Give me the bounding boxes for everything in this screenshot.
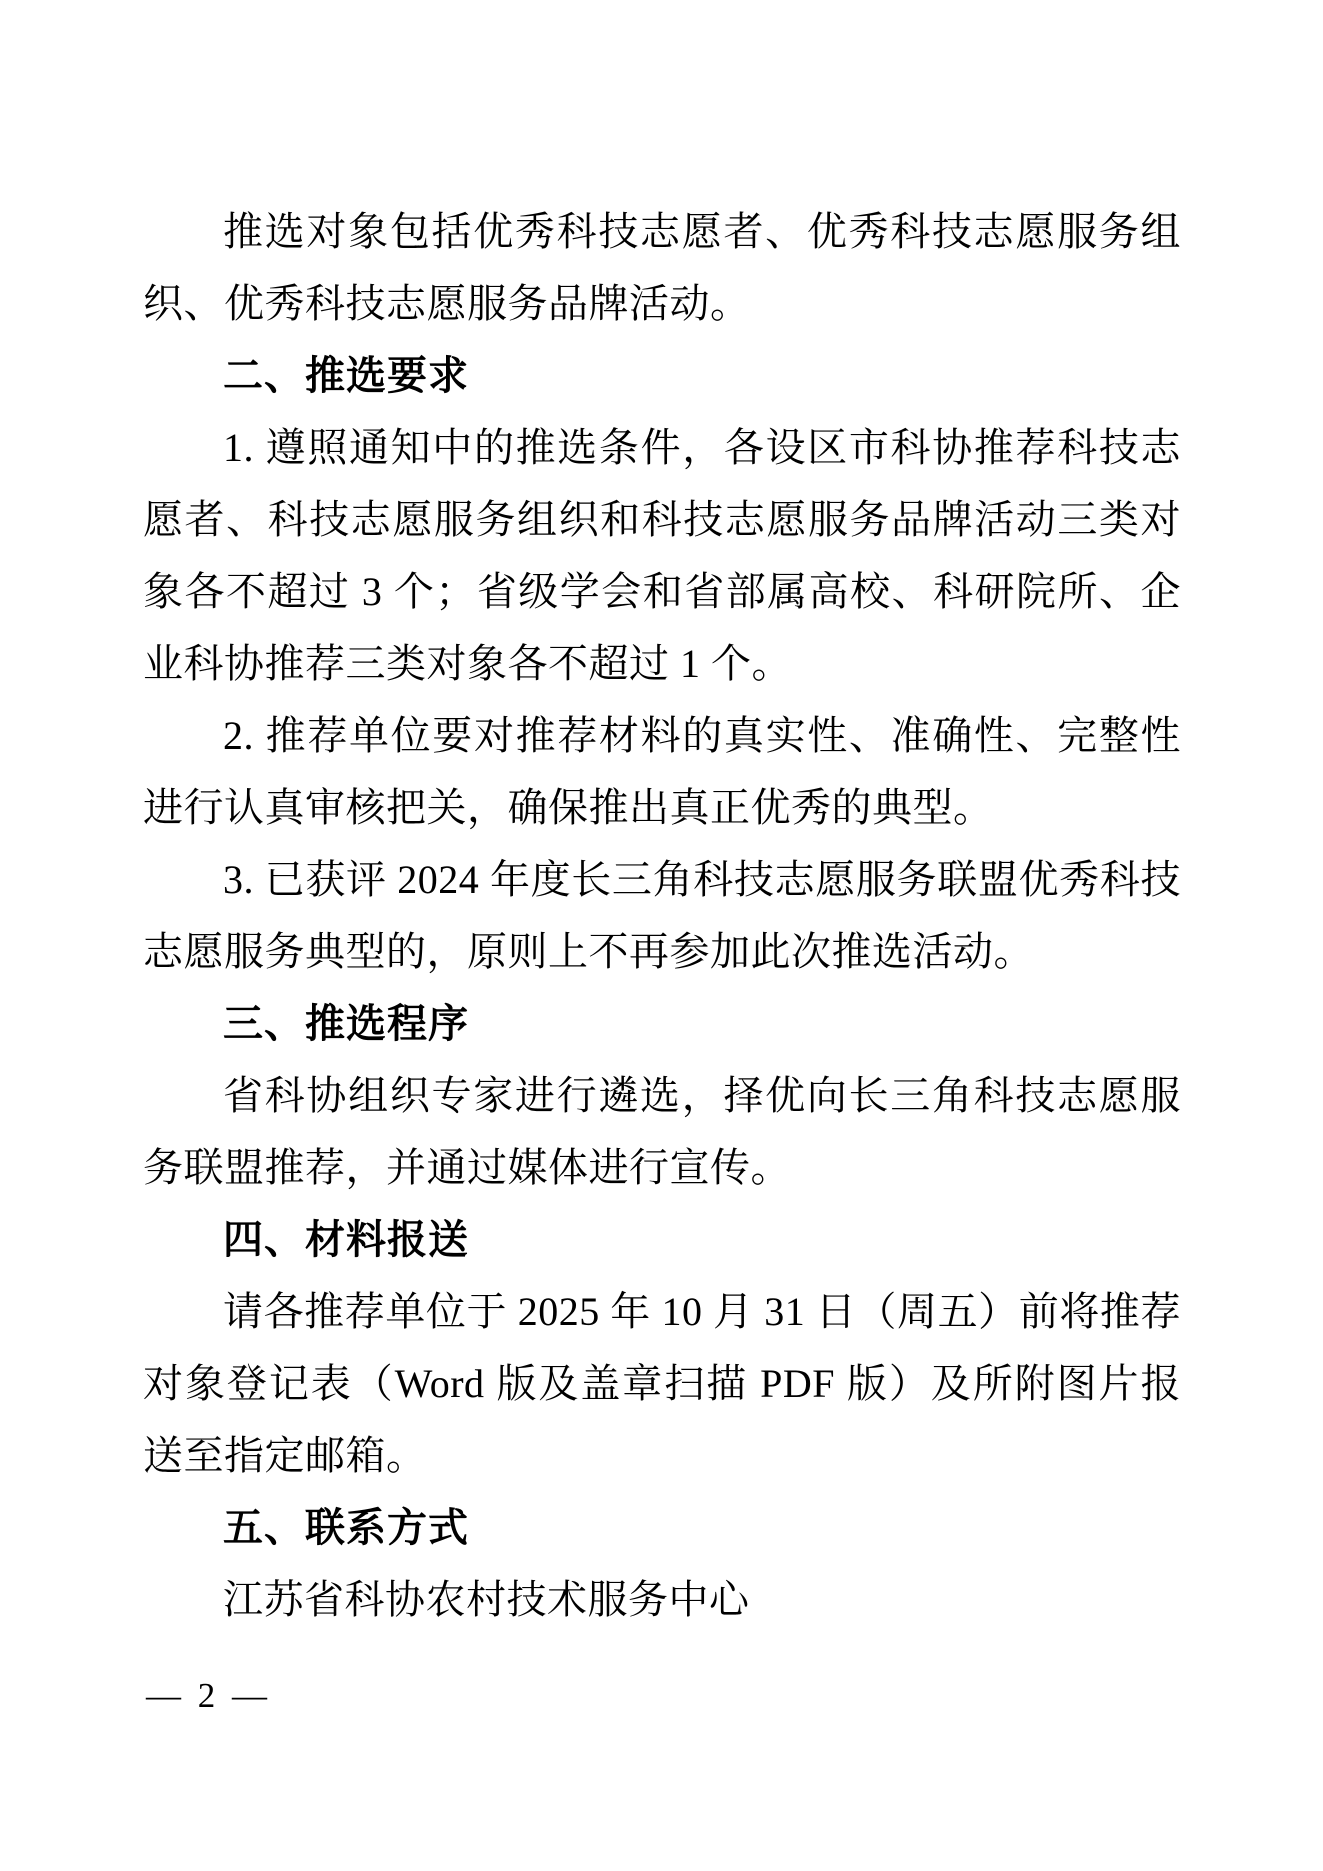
page-number: — 2 —: [146, 1676, 271, 1715]
section-heading: 四、材料报送: [223, 1218, 469, 1262]
document-content: [143, 196, 1181, 1636]
body-paragraph: 江苏省科协农村技术服务中心: [223, 1577, 750, 1622]
body-paragraph: 2. 推荐单位要对推荐材料的真实性、准确性、完整性进行认真审核把关，确保推出真正优秀的典型。: [143, 713, 1181, 830]
section-heading: 五、联系方式: [223, 1506, 469, 1550]
body-paragraph: 省科协组织专家进行遴选，择优向长三角科技志愿服务联盟推荐，并通过媒体进行宣传。: [143, 1073, 1181, 1190]
body-paragraph: 1. 遵照通知中的推选条件，各设区市科协推荐科技志愿者、科技志愿服务组织和科技志愿服务品牌活动三类对象各不超过 3 个；省级学会和省部属高校、科研院所、企业科协推荐三类对象各不超过 1 个。: [143, 425, 1181, 686]
body-paragraph: 3. 已获评 2024 年度长三角科技志愿服务联盟优秀科技志愿服务典型的，原则上不再参加此次推选活动。: [143, 857, 1181, 974]
body-paragraph: 请各推荐单位于 2025 年 10 月 31 日（周五）前将推荐对象登记表（Word 版及盖章扫描 PDF 版）及所附图片报送至指定邮箱。: [143, 1289, 1181, 1478]
section-heading: 三、推选程序: [223, 1002, 469, 1046]
body-paragraph: 推选对象包括优秀科技志愿者、优秀科技志愿服务组织、优秀科技志愿服务品牌活动。: [143, 209, 1181, 326]
section-heading: 二、推选要求: [223, 354, 469, 398]
